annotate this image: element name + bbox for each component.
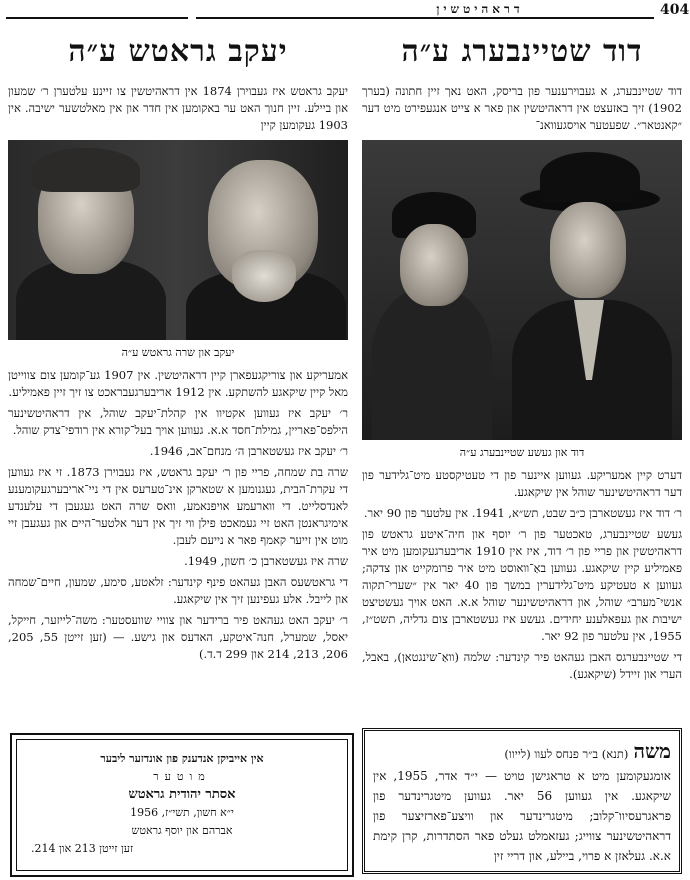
page-header bbox=[0, 0, 690, 22]
gratch-p7: ר׳ יעקב האט געהאט פיר ברידער און צוויי שוועסטער: משה־לייזער, חייקל, יאסל, שמערל, חנה־איטקע, האדעס און גישע. — (זען זייטן 55, 205, 206, 213, 214 און 299 ד.ד.) bbox=[8, 613, 348, 661]
gratch-p4: שרה בת שמחה, פריי פון ר׳ יעקב גראטש, איז געבוירן 1873. זי איז געווען די עקרת־הבית, געגנומען א שטארקן אינ־טערעס אין די ניי־אריבערגעקומענע לאנדסלייט. די ווארעמע אויפנאמע, וואס שרה האט געגעבן די עלענדע אימיגראנטן האט זיי געמאכט פילן ווי זיך אין דער אלטער־היים און געגעבן זיי מוט אין זייער קאמף פאר א נייעם לעבן. bbox=[8, 465, 348, 547]
steinberg-p4: די שטיינבערגס האבן געהאט פיר קינדער: שלמה (וואַ־שינגטאן), באבל, הערי און זיידל (שיקאגע). bbox=[362, 650, 682, 681]
memorial-line4: י״א חשון, תשי״ז, 1956 bbox=[130, 806, 234, 819]
memorial-line1: אין אייביקן אנדענק פון אונדזער ליבער bbox=[100, 752, 264, 765]
gratch-p3: ר׳ יעקב איז געשטארבן ה׳ מנחם־אב, 1946. bbox=[149, 444, 348, 458]
gratch-p1: אמעריקע און צוריקגעפארן קיין דראהיטשין. אין 1907 גע־קומען צום צווייטן מאל קיין שיקאגע להשתקע. אין 1912 אריבערגעבראכט צו זיך זיין פאמיליע. bbox=[8, 368, 348, 399]
gratch-p2: ר׳ יעקב איז געווען אקטיוו אין קהלת־יעקב שוהל, אין דראהיטשינער הילפס־פאריין, גמילת־חסד א.א. געווען אויך בעל־קורא אין רודפי־צדק שוהל. bbox=[8, 406, 348, 437]
gratch-p5: שרה איז געשטארבן כ׳ חשון, 1949. bbox=[184, 554, 348, 568]
steinberg-p2: ר׳ דוד איז געשטארבן כ״ב שבט, תש״א, 1941. אין עלטער פון 90 יאר. bbox=[363, 506, 682, 520]
moshe-text: אומגעקומען מיט א טראגישן טויט — י״ד אדר, 1955, אין שיקאגע. אין געווען 56 יאר. געווען מיטגרינדער פון פראגרעסיוו־קלוב; מיטגרינדער און וויצע־פארזיצער פון דראהיטשינער צווייג; געזאמלט געלט פאר הסתדרות, קרן קימת א.א. געלאזן א פרוי, ביילע, און דריי זין bbox=[373, 769, 671, 863]
gratch-p6: די גראטשעס האבן געהאט פינף קינדער: זלאטע, סימע, שמעון, חיים־שמחה און לייבל. אלע געפינען זיך אין שיקאגע. bbox=[8, 575, 348, 606]
moshe-name: משה bbox=[633, 739, 671, 763]
steinberg-photo bbox=[362, 140, 682, 440]
running-title: דראהיטשין bbox=[436, 2, 524, 16]
memorial-line3: אסתר יהודית גראטש bbox=[128, 787, 236, 802]
page-number: 404 bbox=[660, 2, 690, 18]
moshe-name-rest: (תנא) ב״ר פנחס לעוו (לייוו) bbox=[504, 747, 629, 761]
memorial-line6: זען זייטן 213 און 214. bbox=[31, 842, 134, 855]
header-rule-left bbox=[6, 17, 188, 19]
steinberg-intro: דוד שטיינבערג, א געבוירענער פון בריסק, האט נאך זיין חתונה (בערך 1902) זיך באזעצט אין דראהיטשין און פאר א צייט אנגעפירט מיט דער ״קאנטאר״. שפעטער אויסגעוואנ־ bbox=[362, 84, 682, 132]
gratch-photo bbox=[8, 140, 348, 340]
memorial-line5: אברהם און יוסף גראטש bbox=[131, 824, 233, 837]
moshe-memorial-box bbox=[362, 728, 682, 874]
gratch-intro: יעקב גראטש איז געבוירן 1874 אין דראהיטשין צו זיינע עלטערן ר׳ שמעון און ביילע. זיין חנוך האט ער באקומען אין חדר און אין מאלטשער ישיבה. אין 1903 געקומען קיין bbox=[8, 84, 348, 132]
memorial-box bbox=[10, 733, 354, 877]
memorial-line2: מוטער bbox=[153, 770, 211, 783]
gratch-column bbox=[8, 24, 348, 667]
steinberg-p1: דערט קיין אמעריקע. געווען איינער פון די טעטיקסטע מיט־גלידער פון דער דראהיטשינער שוהל אין שיקאגע. bbox=[362, 468, 682, 499]
steinberg-title: דוד שטיינבערג ע״ה bbox=[401, 34, 643, 69]
header-rule-right bbox=[196, 17, 654, 19]
steinberg-p3: געשע שטיינבערג, טאכטער פון ר׳ יוסף און חיה־איטע גראטש פון דראהיטשין און פריי פון ר׳ דוד, איז אין 1910 אריבערגעקומען מיט איר פאמיליע קיין שיקאגע. געווען באַ־וואוסט מיט איר פרומקייט און צדקה; געווען א טעטיקע מיט־גלידערין במשך פון 40 יאר אין ״שערי־תקוה אנשי־מערב״ שוהל, און דראהיטשינער שוהל א.א. האט אויך געשטיצט ישיבות און געפאלענע יחידים. געשע איז געשטארבן צום גדליה, תשט״ז, 1955, אין עלטער פון 92 יאר. bbox=[362, 527, 682, 643]
gratch-title: יעקב גראטש ע״ה bbox=[68, 34, 288, 69]
steinberg-column bbox=[362, 24, 682, 687]
steinberg-caption: דוד און געשע שטיינבערג ע״ה bbox=[459, 446, 585, 459]
gratch-caption: יעקב און שרה גראטש ע״ה bbox=[121, 346, 235, 359]
